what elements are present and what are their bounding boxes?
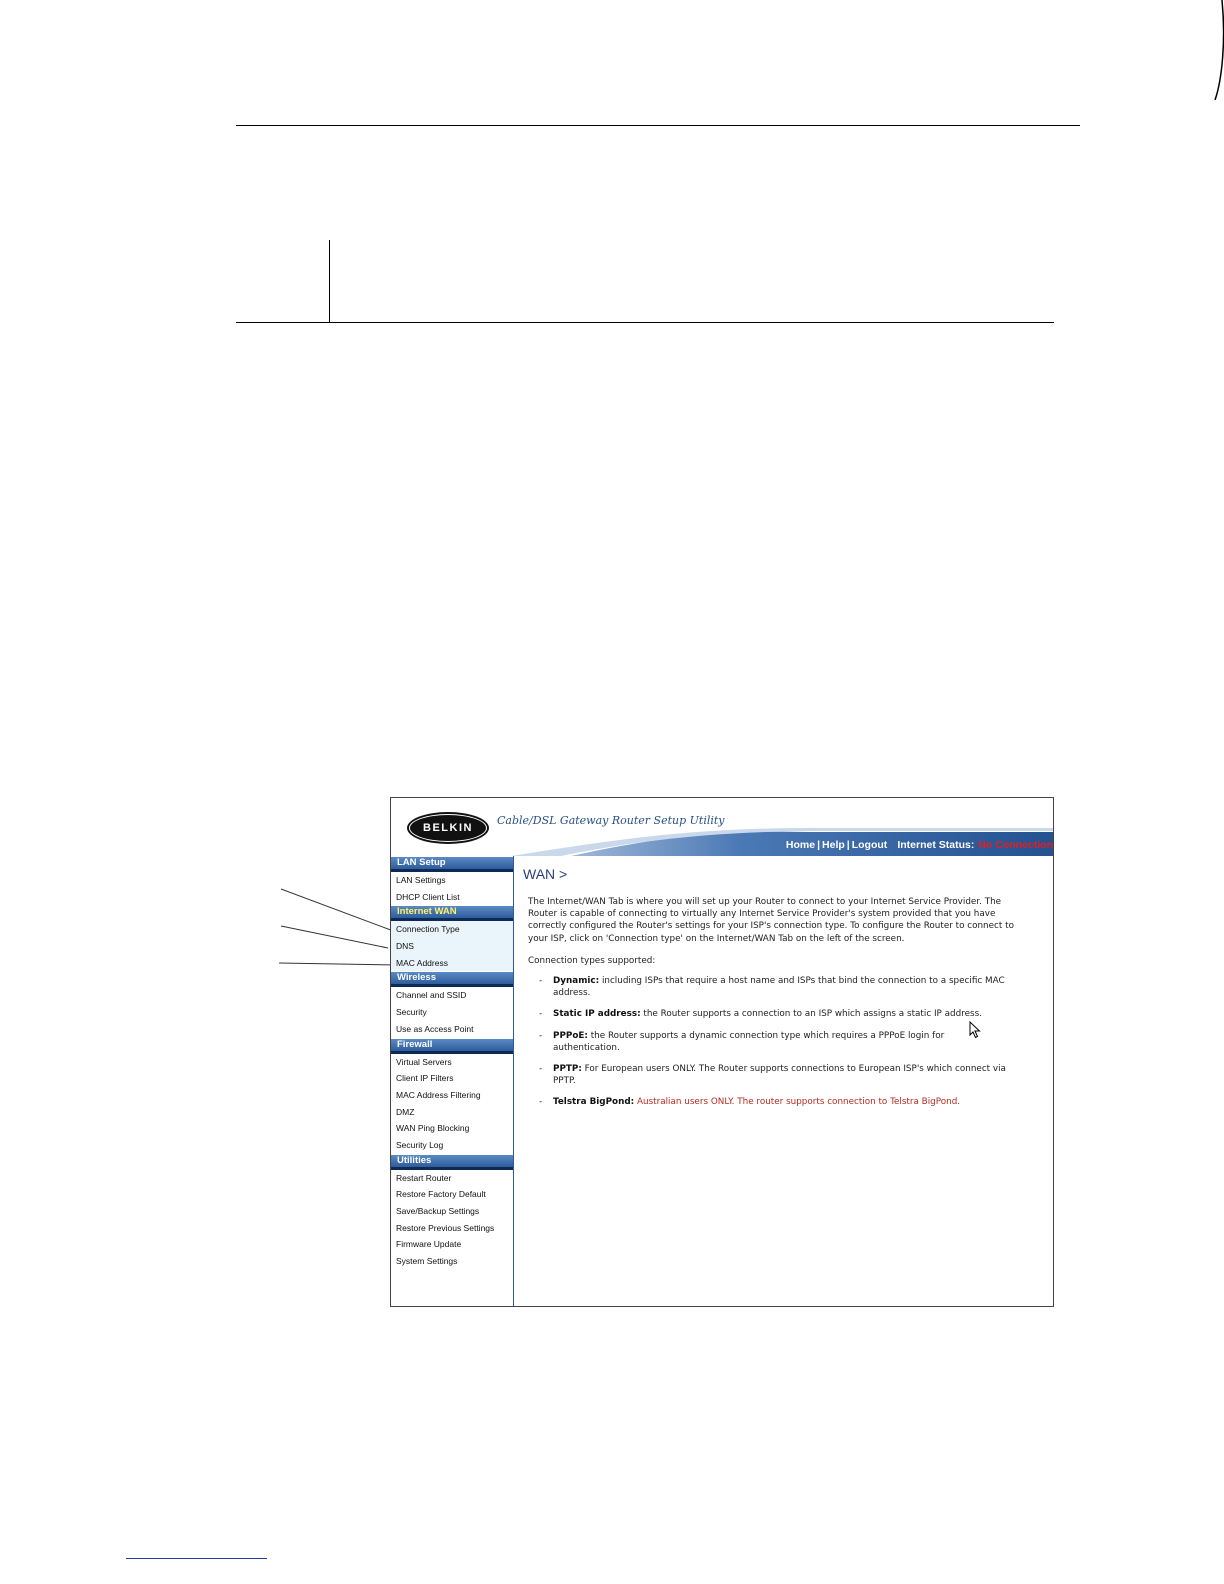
- sidebar-item-channel-and-ssid[interactable]: Channel and SSID: [396, 990, 467, 1001]
- sidebar-item-dmz[interactable]: DMZ: [396, 1106, 415, 1117]
- sidebar-item-lan-settings[interactable]: LAN Settings: [396, 875, 446, 885]
- sidebar-item-dhcp-client-list[interactable]: DHCP Client List: [396, 891, 460, 902]
- sidebar-item-security-log[interactable]: Security Log: [396, 1139, 444, 1150]
- type-name: Telstra BigPond:: [553, 1097, 635, 1108]
- sidebar-item-virtual-servers[interactable]: Virtual Servers: [396, 1056, 452, 1067]
- sidebar-item-use-as-access-point[interactable]: Use as Access Point: [396, 1023, 474, 1034]
- sidebar-header-wireless[interactable]: Wireless: [391, 972, 513, 987]
- app-title: Cable/DSL Gateway Router Setup Utility: [497, 814, 725, 827]
- supported-heading: Connection types supported:: [528, 955, 656, 966]
- margin-divider: [329, 240, 330, 323]
- top-navigation: [786, 836, 1053, 854]
- main-content: [523, 856, 1043, 1118]
- sidebar-item-system-settings[interactable]: System Settings: [396, 1256, 458, 1267]
- sidebar-header-lan-setup[interactable]: LAN Setup: [391, 857, 513, 872]
- type-description: including ISPs that require a host name and ISPs that bind the connection to a specific MAC address.: [553, 976, 1005, 999]
- sidebar-item-mac-address[interactable]: MAC Address: [396, 957, 448, 968]
- connection-types-list: [539, 975, 1043, 1109]
- sidebar-item-security[interactable]: Security: [396, 1007, 427, 1018]
- list-item: - PPTP: For European users ONLY. The Router supports connections to European ISP's which connect via PPTP.: [539, 1064, 1006, 1087]
- type-description: For European users ONLY. The Router supports connections to European ISP's which connect via PPTP.: [553, 1064, 1006, 1087]
- page-edge-curve: [1170, 0, 1224, 100]
- type-name: Static IP address:: [553, 1009, 641, 1020]
- list-item: - Telstra BigPond: Australian users ONLY. The router supports connection to Telstra BigPond.: [539, 1097, 961, 1108]
- type-name: Dynamic:: [553, 976, 600, 987]
- list-item: - Dynamic: including ISPs that require a host name and ISPs that bind the connection to a specific MAC address.: [539, 976, 1005, 999]
- sidebar-header-utilities[interactable]: Utilities: [391, 1155, 513, 1170]
- mouse-pointer-icon: [969, 1021, 981, 1039]
- nav-separator: |: [846, 839, 850, 851]
- sidebar-item-restore-factory-default[interactable]: Restore Factory Default: [396, 1189, 486, 1200]
- type-description: the Router supports a connection to an ISP which assigns a static IP address.: [643, 1009, 982, 1020]
- sidebar-item-mac-address-filtering[interactable]: MAC Address Filtering: [396, 1089, 481, 1100]
- header-rule: [236, 125, 1080, 126]
- type-description: the Router supports a dynamic connection type which requires a PPPoE login for authentication.: [553, 1030, 945, 1053]
- logout-link[interactable]: Logout: [851, 839, 888, 851]
- home-link[interactable]: Home: [785, 839, 816, 851]
- type-name: PPPoE:: [553, 1030, 588, 1041]
- list-item: - Static IP address: the Router supports a connection to an ISP which assigns a static IP address.: [539, 1009, 982, 1020]
- sidebar-item-connection-type[interactable]: Connection Type: [396, 924, 460, 935]
- page-title: WAN >: [523, 866, 568, 882]
- sidebar-item-firmware-update[interactable]: Firmware Update: [396, 1239, 462, 1250]
- nav-separator: |: [817, 839, 821, 851]
- sidebar-item-restart-router[interactable]: Restart Router: [396, 1172, 452, 1183]
- section-rule: [236, 322, 1054, 323]
- banner: [391, 798, 1053, 856]
- sidebar-item-restore-previous-settings[interactable]: Restore Previous Settings: [396, 1222, 495, 1233]
- help-link[interactable]: Help: [822, 839, 845, 851]
- sidebar-header-firewall[interactable]: Firewall: [391, 1039, 513, 1054]
- internet-status-label: Internet Status:: [897, 839, 975, 851]
- sidebar-item-wan-ping-blocking[interactable]: WAN Ping Blocking: [396, 1123, 470, 1134]
- list-item: - PPPoE: the Router supports a dynamic connection type which requires a PPPoE login for authentication.: [539, 1030, 945, 1053]
- sidebar-item-save-backup-settings[interactable]: Save/Backup Settings: [396, 1206, 480, 1216]
- callout-lines: [270, 880, 400, 980]
- sidebar: [391, 856, 514, 1306]
- intro-paragraph: The Internet/WAN Tab is where you will set up your Router to connect to your Internet Service Provider. The Router is capable of connecting to virtually any Internet Service Provider's system provided that you have correctly configured the Router's settings for your ISP's connection type. To configure the Router to connect to your ISP, click on 'Connection type' on the Internet/WAN Tab on the left of the screen.: [528, 897, 1014, 944]
- sidebar-item-dns[interactable]: DNS: [396, 941, 414, 952]
- router-screenshot: [390, 797, 1054, 1307]
- internet-status-value: No Connection: [978, 839, 1053, 851]
- sidebar-item-client-ip-filters[interactable]: Client IP Filters: [396, 1073, 454, 1084]
- sidebar-header-internet-wan[interactable]: Internet WAN: [391, 906, 513, 921]
- footer-link-underline: [126, 1558, 267, 1559]
- type-description: Australian users ONLY. The router supports connection to Telstra BigPond.: [636, 1097, 961, 1108]
- type-name: PPTP:: [553, 1064, 582, 1075]
- logo-text: BELKIN: [423, 822, 473, 834]
